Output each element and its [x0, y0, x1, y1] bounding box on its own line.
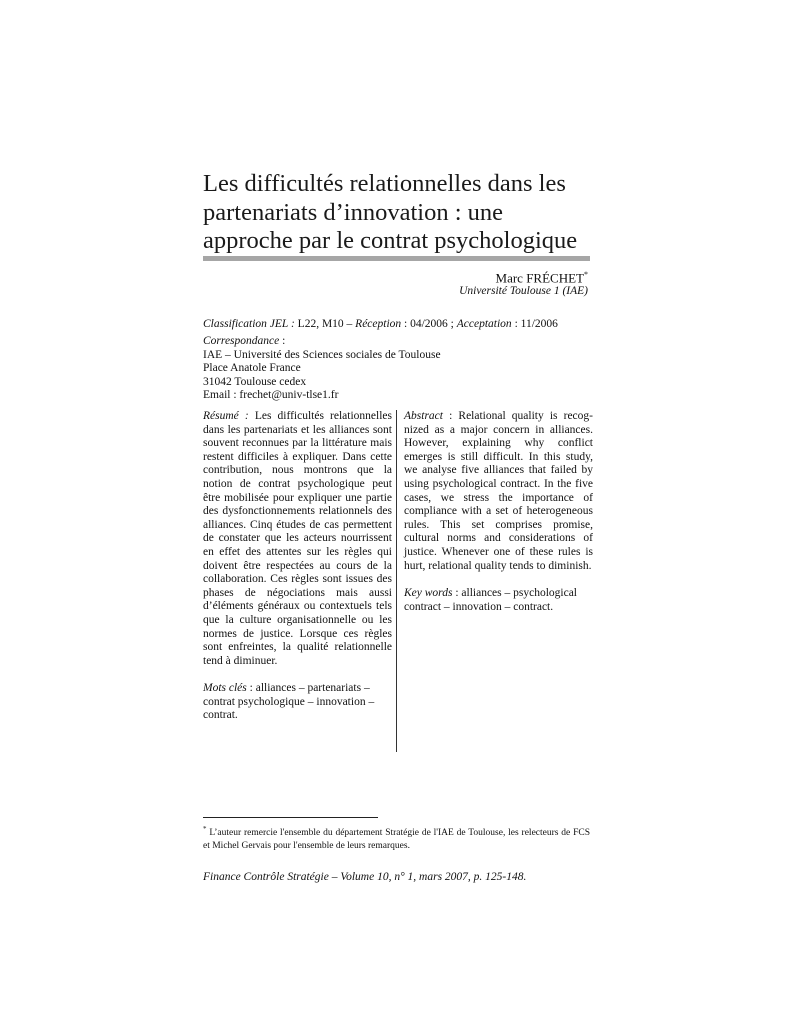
correspondance-street: Place Anatole France: [203, 362, 301, 375]
mots-cles-label: Mots clés: [203, 682, 247, 695]
jel-value: L22, M10 –: [294, 318, 356, 330]
footnote-text: L’auteur remercie l'ensemble du département Stratégie de l'IAE de Toulouse, les relecteurs de FCS et Michel Gervais pour l'ensemble de leurs remarques.: [203, 828, 590, 852]
classification-line: [203, 317, 603, 331]
correspondance-label-suffix: :: [279, 335, 286, 347]
correspondance-email: Email : frechet@univ-tlse1.fr: [203, 389, 339, 402]
author-first-name: Marc: [495, 270, 527, 286]
title-line-2: partenariats d’innovation : une: [203, 198, 504, 226]
abstract-text: : Relational quality is recognized as a major concern in alliances. However, explaining why conflict emerges is still difficult. In this study, we analyse five alliances that failed by using psychological contract. In the five cases, we stress the importance of compliance with a set of heterogeneous rules. This set comprises promise, cultural norms and considerations of justice. Whenever one of these rules is hurt, relational quality tends to diminish.: [404, 410, 593, 572]
footnote-separator: [203, 817, 378, 818]
author-last-name: FRÉCHET: [526, 270, 584, 286]
footnote: [203, 823, 590, 853]
acceptation-value: : 11/2006: [511, 318, 558, 330]
title-underline-bar: [203, 256, 590, 261]
footnote-mark: *: [203, 825, 207, 833]
reception-label: Réception: [355, 318, 402, 330]
resume-paragraph: [203, 410, 392, 668]
resume-column: [203, 410, 392, 723]
title-line-3: approche par le contrat psychologique: [203, 227, 578, 254]
journal-citation: Finance Contrôle Stratégie – Volume 10, n° 1, mars 2007, p. 125-148.: [203, 871, 527, 883]
key-words-label: Key words: [404, 587, 453, 600]
resume-label: Résumé :: [203, 410, 249, 422]
correspondance-institution: IAE – Université des Sciences sociales de Toulouse: [203, 348, 441, 361]
correspondance-label: Correspondance: [203, 335, 280, 347]
correspondance-block: [203, 335, 593, 403]
key-words-text: : alliances – psychological contract – innovation – contract.: [404, 587, 577, 613]
article-title: [203, 170, 603, 256]
mots-cles-paragraph: [203, 682, 392, 723]
key-words-paragraph: [404, 587, 593, 614]
correspondance-city: 31042 Toulouse cedex: [203, 375, 307, 388]
abstract-paragraph: [404, 410, 593, 573]
resume-text: Les difficultés relationnelles dans les partenariats et les alliances sont souvent reconnues par la littérature mais restent difficiles à expliquer. Dans cette contribution, nous montrons que la notion de contrat psychologique peut être mobilisée pour expliquer une partie des dysfonctionnements relationnels des alliances. Cinq études de cas permettent de constater que les acteurs nourrissent en effet des attentes sur les règles qui doivent être respectées au cours de la collaboration. Ces règles sont issues des phases de négociations mais aussi d’éléments généraux ou contextuels tels que la culture organisationnelle ou les normes de justice. Lorsque ces règles sont enfreintes, la qualité relationnelle tend à diminuer.: [203, 410, 392, 667]
reception-value: : 04/2006 ;: [401, 318, 457, 330]
mots-cles-text: : alliances – partenariats – contrat psychologique – innovation – contrat.: [203, 682, 375, 722]
abstract-label: Abstract: [404, 410, 443, 422]
acceptation-label: Acceptation: [456, 318, 512, 330]
jel-label: Classification JEL :: [203, 318, 295, 330]
correspondance-heading: [203, 335, 593, 349]
column-divider: [396, 410, 397, 752]
author-affiliation: Université Toulouse 1 (IAE): [459, 285, 588, 297]
author-footnote-mark: *: [584, 270, 588, 279]
author-name: [496, 266, 588, 286]
title-line-1: Les difficultés relationnelles dans les: [203, 170, 566, 197]
abstract-column: [404, 410, 593, 614]
